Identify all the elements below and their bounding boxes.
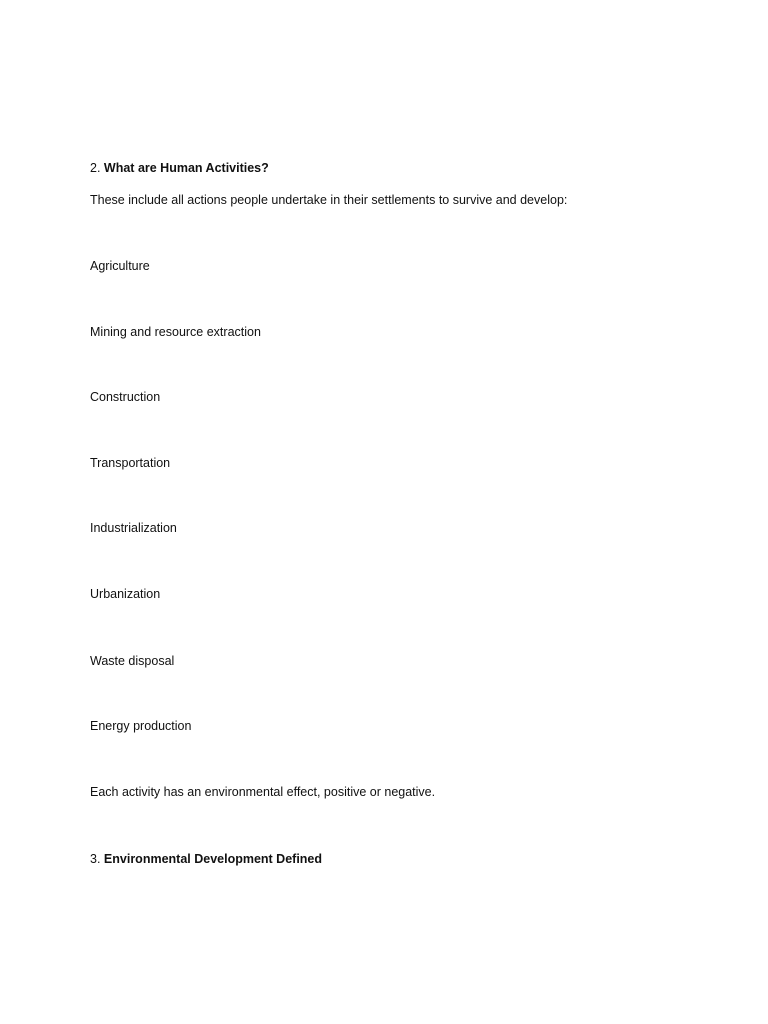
activity-item: Agriculture	[90, 259, 150, 273]
section-2-intro: These include all actions people undertake in their settlements to survive and develop:	[90, 193, 568, 207]
section-2-summary: Each activity has an environmental effect, positive or negative.	[90, 785, 436, 799]
activity-item: Construction	[90, 390, 161, 404]
activity-item: Urbanization	[90, 587, 161, 601]
activity-item: Industrialization	[90, 521, 177, 535]
activity-item: Mining and resource extraction	[90, 325, 261, 339]
activity-item: Transportation	[90, 456, 171, 470]
activity-item: Energy production	[90, 719, 192, 733]
activity-item: Waste disposal	[90, 654, 175, 668]
section-2-number: 2.	[90, 161, 101, 175]
section-3-number: 3.	[90, 852, 101, 866]
section-2-heading	[90, 160, 269, 176]
section-3-title: Environmental Development Defined	[103, 852, 323, 866]
section-2-title: What are Human Activities?	[103, 161, 269, 175]
section-3-heading	[90, 851, 322, 867]
